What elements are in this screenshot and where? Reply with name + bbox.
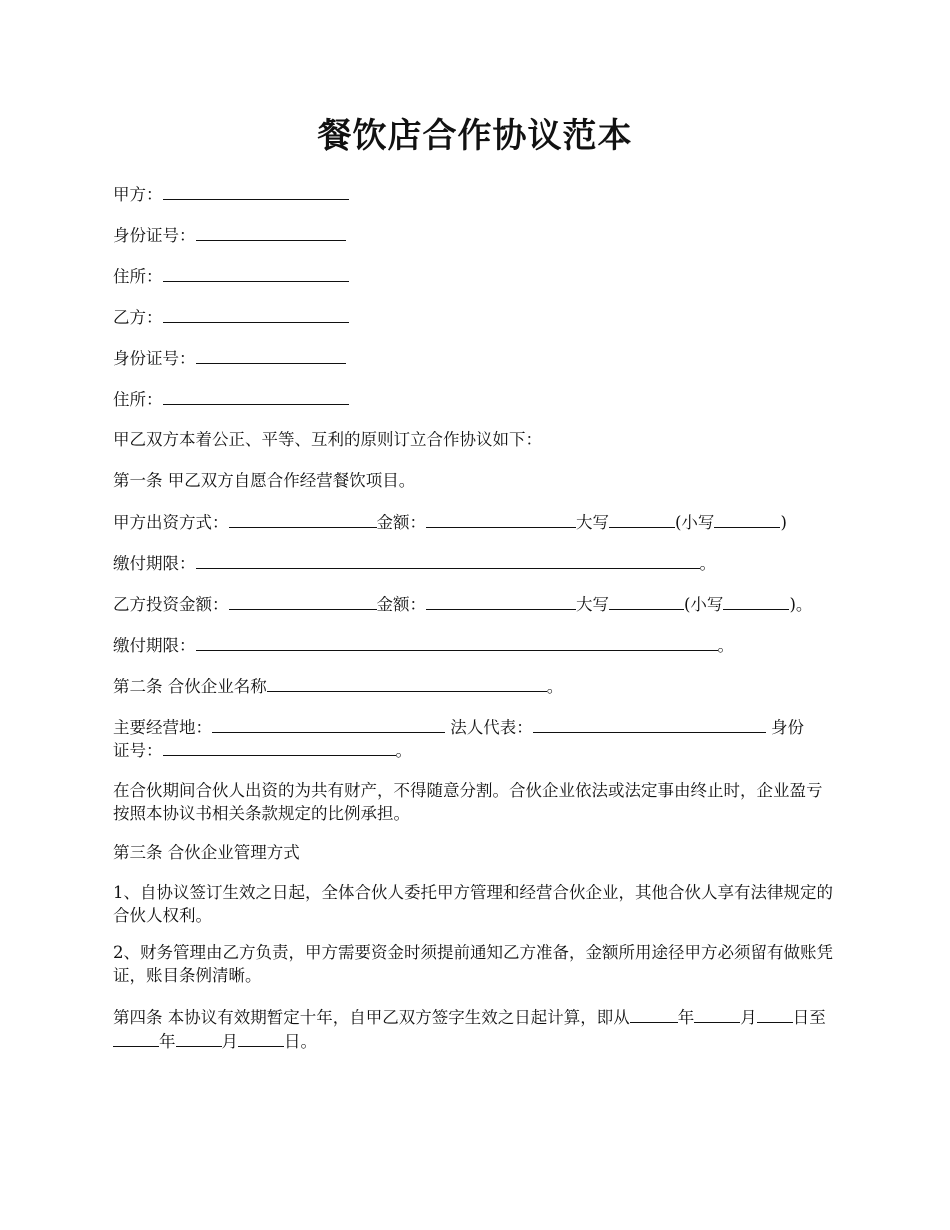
- party-a-address-blank[interactable]: [163, 264, 349, 282]
- xiaoxie-blank[interactable]: [723, 592, 789, 610]
- start-day-blank[interactable]: [757, 1005, 793, 1023]
- xiaoxie-label: (小写: [675, 513, 715, 532]
- enterprise-name-blank[interactable]: [267, 674, 547, 692]
- party-b-address-line: [113, 387, 838, 411]
- party-a-address-line: [113, 264, 838, 288]
- daxie-blank[interactable]: [609, 592, 684, 610]
- party-b-label: 乙方：: [113, 308, 163, 327]
- amount-label: 金额：: [376, 513, 426, 532]
- party-a-label: 甲方：: [113, 185, 163, 204]
- party-b-blank[interactable]: [163, 305, 349, 323]
- party-b-line: [113, 305, 838, 329]
- id-label-part2: 证号：: [113, 741, 163, 760]
- year-label: 年: [159, 1032, 176, 1051]
- close-paren: ): [780, 513, 787, 532]
- party-b-id-blank[interactable]: [196, 346, 346, 364]
- payment-deadline-label: 缴付期限：: [113, 554, 196, 573]
- article-2-heading-label: 第二条 合伙企业名称: [113, 677, 267, 696]
- property-paragraph: 在合伙期间合伙人出资的为共有财产，不得随意分割。合伙企业依法或法定事由终止时，企业盈亏按照本协议书相关条款规定的比例承担。: [113, 781, 823, 823]
- article-3-item-1: 1、自协议签订生效之日起，全体合伙人委托甲方管理和经营合伙企业，其他合伙人享有法律规定的合伙人权利。: [113, 883, 833, 925]
- party-b-id-label: 身份证号：: [113, 349, 196, 368]
- party-b-address-label: 住所：: [113, 390, 163, 409]
- payment-deadline-blank[interactable]: [196, 551, 700, 569]
- id-label-part1: 身份: [771, 718, 804, 737]
- payment-deadline-line-a: [113, 551, 838, 575]
- article-2-heading: [113, 674, 838, 698]
- party-a-investment-label: 甲方出资方式：: [113, 513, 229, 532]
- party-b-investment-label: 乙方投资金额：: [113, 595, 229, 614]
- daxie-label: 大写: [576, 595, 609, 614]
- article-3-heading: 第三条 合伙企业管理方式: [113, 843, 300, 862]
- party-b-investment-blank[interactable]: [229, 592, 377, 610]
- period-mark: 。: [395, 741, 412, 760]
- document-title: 餐饮店合作协议范本: [317, 116, 633, 156]
- party-a-id-blank[interactable]: [196, 223, 346, 241]
- payment-deadline-label: 缴付期限：: [113, 636, 196, 655]
- amount-blank[interactable]: [426, 510, 576, 528]
- month-label: 月: [221, 1032, 238, 1051]
- xiaoxie-label: (小写: [684, 595, 724, 614]
- party-a-line: [113, 182, 838, 206]
- period-mark: 。: [546, 677, 564, 696]
- close-paren-period: )。: [789, 595, 813, 614]
- party-b-investment-line: [113, 592, 838, 616]
- amount-label: 金额：: [376, 595, 426, 614]
- party-a-investment-blank[interactable]: [229, 510, 377, 528]
- daxie-blank[interactable]: [609, 510, 675, 528]
- intro-text: 甲乙双方本着公正、平等、互利的原则订立合作协议如下：: [113, 430, 542, 449]
- party-a-address-label: 住所：: [113, 267, 163, 286]
- end-month-blank[interactable]: [176, 1029, 222, 1047]
- month-label: 月: [740, 1008, 757, 1027]
- day-to-label: 日至: [792, 1008, 826, 1027]
- party-b-id-line: [113, 346, 838, 370]
- party-a-id-line: [113, 223, 838, 247]
- article-4-paragraph: [113, 1005, 838, 1053]
- party-b-address-blank[interactable]: [163, 387, 349, 405]
- end-day-blank[interactable]: [238, 1029, 284, 1047]
- party-a-id-label: 身份证号：: [113, 226, 196, 245]
- daxie-label: 大写: [576, 513, 609, 532]
- start-month-blank[interactable]: [694, 1005, 740, 1023]
- location-line: [113, 715, 838, 739]
- amount-blank[interactable]: [426, 592, 576, 610]
- day-end-label: 日。: [284, 1032, 317, 1051]
- end-year-blank[interactable]: [113, 1029, 159, 1047]
- location-label: 主要经营地：: [113, 718, 212, 737]
- id-number-line: [113, 738, 838, 762]
- period-mark: 。: [699, 554, 716, 573]
- article-3-item-2: 2、财务管理由乙方负责，甲方需要资金时须提前通知乙方准备，金额所用途径甲方必须留有做账凭证，账目条例清晰。: [113, 943, 833, 985]
- party-a-blank[interactable]: [163, 182, 349, 200]
- id-number-blank[interactable]: [163, 738, 396, 756]
- payment-deadline-line-b: [113, 633, 838, 657]
- article-4-text: 第四条 本协议有效期暂定十年，自甲乙双方签字生效之日起计算，即从: [113, 1008, 630, 1027]
- location-blank[interactable]: [212, 715, 445, 733]
- legal-rep-blank[interactable]: [533, 715, 766, 733]
- start-year-blank[interactable]: [630, 1005, 678, 1023]
- party-a-investment-line: [113, 510, 838, 534]
- payment-deadline-blank[interactable]: [196, 633, 718, 651]
- xiaoxie-blank[interactable]: [714, 510, 780, 528]
- year-label: 年: [677, 1008, 695, 1027]
- period-mark: 。: [717, 636, 734, 655]
- article-1-heading: 第一条 甲乙双方自愿合作经营餐饮项目。: [113, 471, 416, 490]
- legal-rep-label: 法人代表：: [450, 718, 533, 737]
